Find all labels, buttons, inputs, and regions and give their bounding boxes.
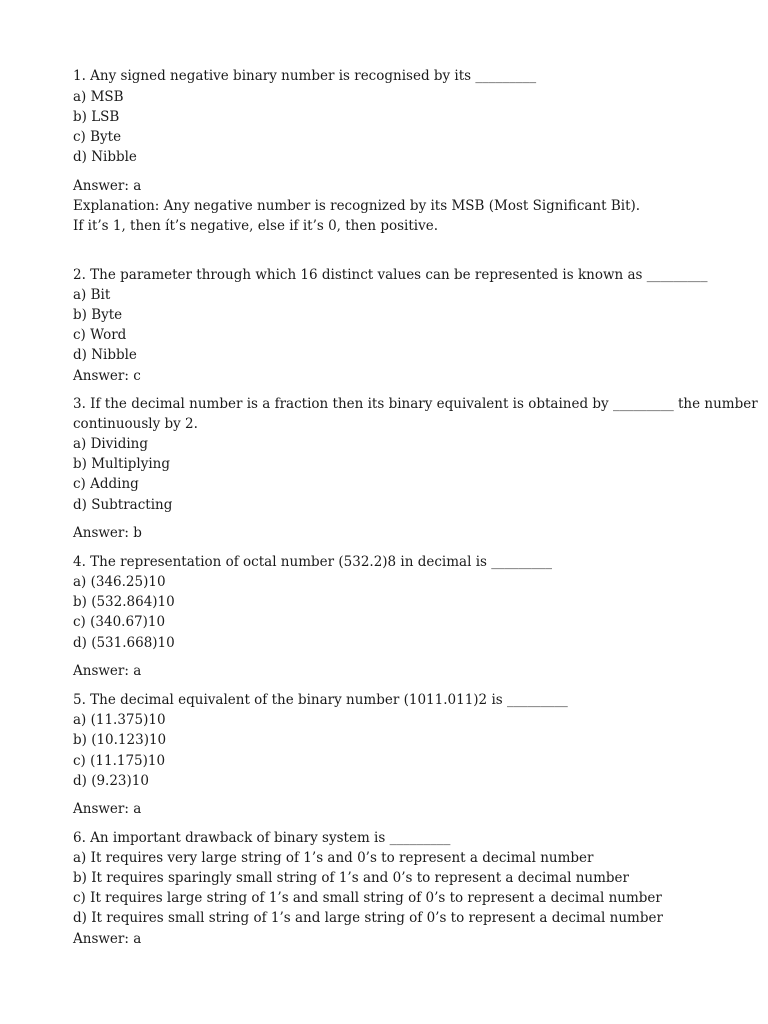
question-3-option-a: a) Dividing [73,436,148,452]
question-4-option-d: d) (531.668)10 [73,635,175,651]
question-4-option-c: c) (340.67)10 [73,614,166,630]
question-1-explanation-line-2: If it’s 1, then ít’s negative, else if it’s 0, then positive. [73,218,439,234]
question-3-answer: Answer: b [73,525,142,541]
question-3-text-line-2: continuously by 2. [73,416,198,432]
question-4-option-b: b) (532.864)10 [73,594,175,610]
question-1-explanation-line-1: Explanation: Any negative number is recognized by its MSB (Most Significant Bit). [73,198,641,214]
question-2-text: 2. The parameter through which 16 distinct values can be represented is known as _________ [73,267,708,283]
question-4-text: 4. The representation of octal number (532.2)8 in decimal is _________ [73,554,552,570]
question-3-text-line-1: 3. If the decimal number is a fraction then its binary equivalent is obtained by _________ the number [73,396,758,412]
question-6-text: 6. An important drawback of binary system is _________ [73,830,451,846]
question-3-option-c: c) Adding [73,476,139,492]
question-2-option-d: d) Nibble [73,347,137,363]
question-6-option-d: d) It requires small string of 1’s and large string of 0’s to represent a decimal number [73,910,663,926]
question-4-option-a: a) (346.25)10 [73,574,166,590]
question-1-text: 1. Any signed negative binary number is recognised by its _________ [73,68,537,84]
question-2-option-b: b) Byte [73,307,123,323]
question-5-text: 5. The decimal equivalent of the binary number (1011.011)2 is _________ [73,692,568,708]
question-1-option-d: d) Nibble [73,149,137,165]
question-4-answer: Answer: a [73,663,142,679]
question-1-answer: Answer: a [73,178,142,194]
question-1-option-b: b) LSB [73,109,120,125]
question-5-option-c: c) (11.175)10 [73,753,166,769]
question-2-option-a: a) Bit [73,287,111,303]
question-1-option-c: c) Byte [73,129,122,145]
question-6-option-c: c) It requires large string of 1’s and small string of 0’s to represent a decimal number [73,890,662,906]
question-2-option-c: c) Word [73,327,127,343]
question-1-option-a: a) MSB [73,89,124,105]
question-6-option-b: b) It requires sparingly small string of 1’s and 0’s to represent a decimal number [73,870,629,886]
question-3-option-d: d) Subtracting [73,497,173,513]
question-5-option-d: d) (9.23)10 [73,773,149,789]
question-5-option-a: a) (11.375)10 [73,712,166,728]
question-2-answer: Answer: c [73,368,141,384]
question-5-answer: Answer: a [73,801,142,817]
question-6-option-a: a) It requires very large string of 1’s and 0’s to represent a decimal number [73,850,594,866]
question-3-option-b: b) Multiplying [73,456,171,472]
question-6-answer: Answer: a [73,931,142,947]
question-5-option-b: b) (10.123)10 [73,732,167,748]
